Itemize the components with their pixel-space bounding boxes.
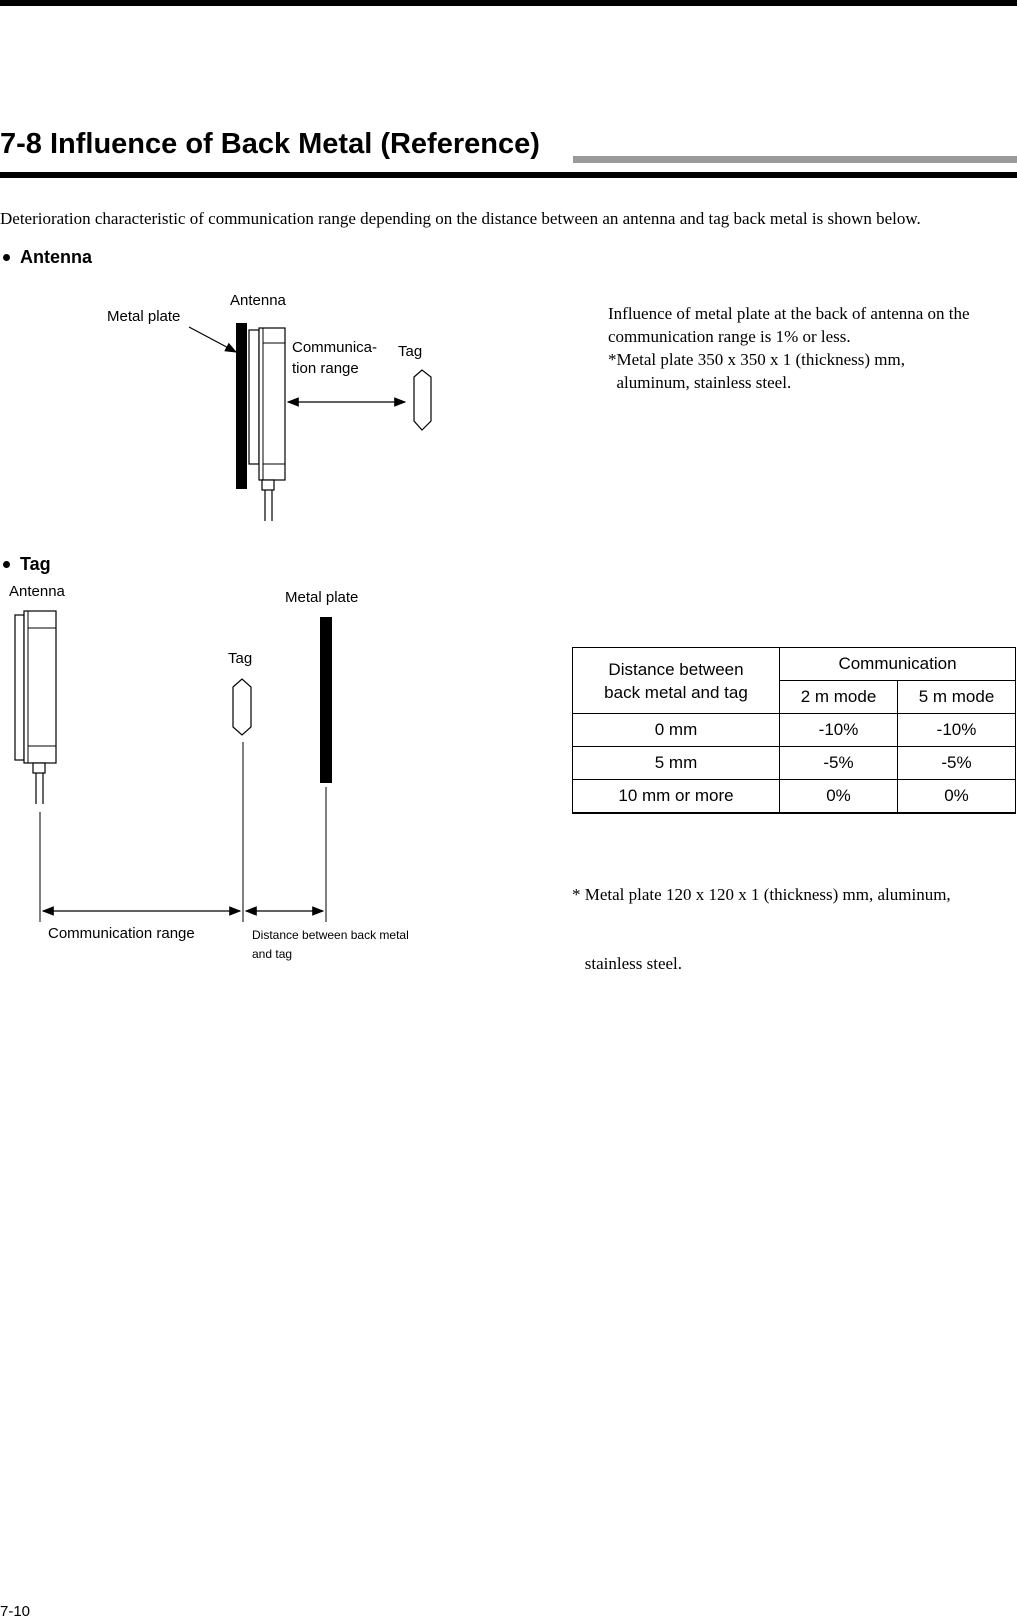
intro-paragraph: Deterioration characteristic of communication range depending on the distance between an antenna and tag back metal is shown below. xyxy=(0,209,921,228)
distance-label-line: and tag xyxy=(252,947,293,961)
distance-label xyxy=(252,926,409,964)
antenna-heading-text: Antenna xyxy=(20,247,92,267)
cell-distance: 0 mm xyxy=(573,714,780,747)
comm-range-label: Communication range xyxy=(48,925,195,942)
header-distance-line: Distance between xyxy=(608,659,744,679)
header-distance xyxy=(573,648,780,714)
header-distance-line: back metal and tag xyxy=(604,682,748,702)
antenna-note-line: *Metal plate 350 x 350 x 1 (thickness) mm, xyxy=(608,350,905,369)
tag-label: Tag xyxy=(398,343,423,360)
bullet-icon xyxy=(3,561,10,568)
cell-distance: 10 mm or more xyxy=(573,780,780,814)
antenna-side-tag-shape xyxy=(414,370,431,430)
back-metal-influence-table xyxy=(572,647,1016,814)
tag-diagram-antenna-label: Antenna xyxy=(9,583,65,600)
tag-heading-text: Tag xyxy=(20,554,51,574)
cell-distance: 5 mm xyxy=(573,747,780,780)
antenna-note-line: aluminum, stainless steel. xyxy=(608,373,792,392)
tag-note-line: * Metal plate 120 x 120 x 1 (thickness) mm, aluminum, xyxy=(572,885,951,904)
page-number: 7-10 xyxy=(0,1603,31,1620)
distance-label-line: Distance between back metal xyxy=(252,928,409,942)
cell-2m: -5% xyxy=(780,747,898,780)
table-row xyxy=(573,714,1016,747)
header-communication: Communication xyxy=(780,648,1016,681)
cell-5m: -5% xyxy=(898,747,1016,780)
metal-plate-label: Metal plate xyxy=(107,308,181,325)
antenna-label: Antenna xyxy=(230,292,286,309)
antenna-note-line: communication range is 1% or less. xyxy=(608,327,851,346)
antenna-body xyxy=(249,328,285,521)
cell-2m: 0% xyxy=(780,780,898,814)
tag-diagram-tag-label: Tag xyxy=(228,650,253,667)
antenna-back-metal-plate xyxy=(236,323,247,489)
tag-diagram-metal-plate-label: Metal plate xyxy=(285,589,359,606)
cell-5m: 0% xyxy=(898,780,1016,814)
tag-shape xyxy=(233,679,251,735)
tag-diagram xyxy=(15,611,332,922)
table-row xyxy=(573,747,1016,780)
tag-note xyxy=(572,837,951,998)
table-row xyxy=(573,780,1016,814)
header-5m-mode: 5 m mode xyxy=(898,681,1016,714)
antenna-note-line: Influence of metal plate at the back of antenna on the xyxy=(608,304,970,323)
comm-range-label-line1: Communica- xyxy=(292,339,378,356)
metal-plate-leader xyxy=(189,327,236,352)
tag-diagram-antenna-body xyxy=(15,611,56,804)
tag-back-metal-plate xyxy=(320,617,332,783)
comm-range-label-line2: tion range xyxy=(292,360,359,377)
tag-heading xyxy=(3,554,51,575)
section-title: 7-8 Influence of Back Metal (Reference) xyxy=(0,128,540,160)
tag-note-line: stainless steel. xyxy=(572,954,683,973)
cell-5m: -10% xyxy=(898,714,1016,747)
cell-2m: -10% xyxy=(780,714,898,747)
table-header-row xyxy=(573,648,1016,681)
antenna-note xyxy=(608,302,970,394)
header-2m-mode: 2 m mode xyxy=(780,681,898,714)
